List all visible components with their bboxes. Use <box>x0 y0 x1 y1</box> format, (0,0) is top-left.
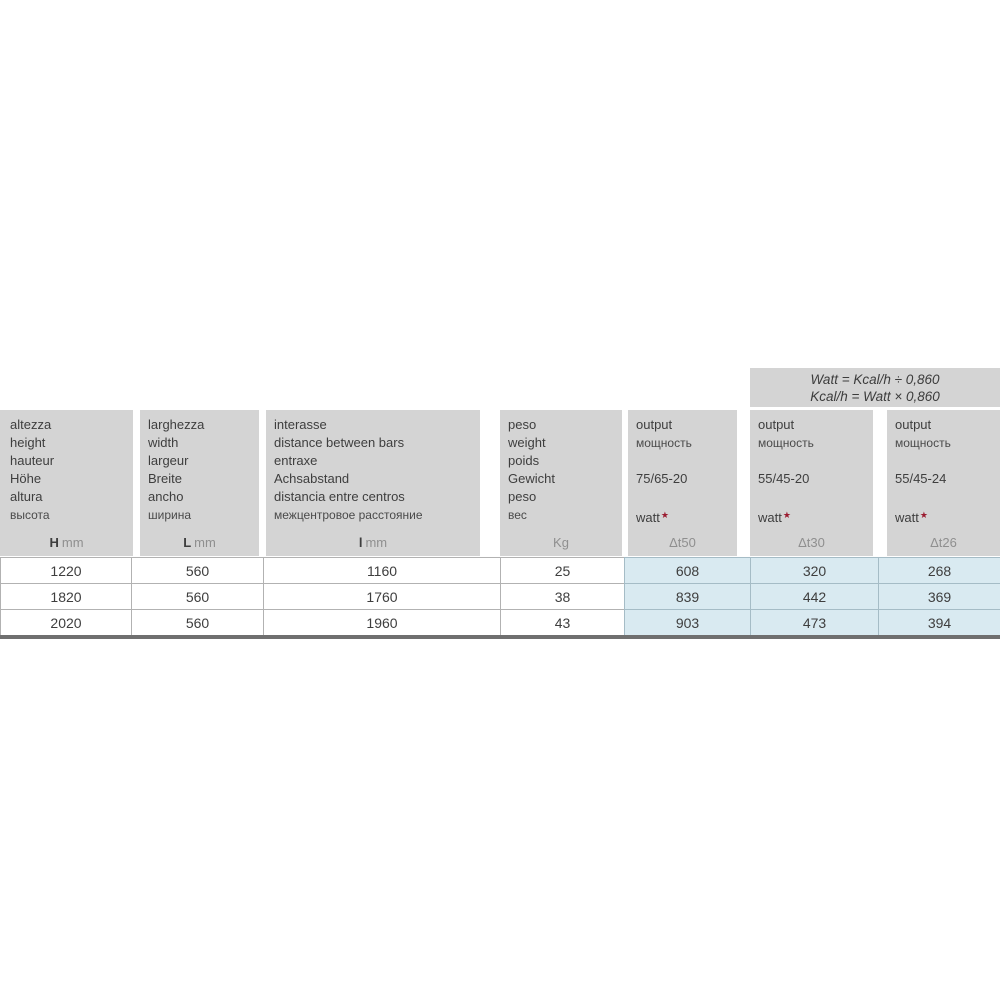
cell-output-dt26: 268 <box>878 557 1000 583</box>
label-entraxe: entraxe <box>274 453 318 468</box>
unit-kg-text: Kg <box>553 535 569 550</box>
unit-mm: mm <box>61 535 84 550</box>
star-icon: ★ <box>919 510 928 520</box>
unit-dt50-text: Δt50 <box>669 535 696 550</box>
table-bottom-rule <box>0 635 1000 639</box>
label-peso-es: peso <box>508 489 537 504</box>
label-altezza: altezza <box>10 417 52 432</box>
label-height: height <box>10 435 46 450</box>
cell-width: 560 <box>131 583 263 609</box>
watt-text: watt <box>636 510 660 525</box>
cell-height: 2020 <box>0 609 131 635</box>
conversion-note <box>750 368 1000 407</box>
cell-output-dt30: 320 <box>750 557 878 583</box>
label-achsabstand: Achsabstand <box>274 471 350 486</box>
unit-l-mm <box>140 534 259 552</box>
unit-dt30-text: Δt30 <box>798 535 825 550</box>
cell-output-dt50: 903 <box>624 609 750 635</box>
label-altura: altura <box>10 489 43 504</box>
cell-distance: 1960 <box>263 609 500 635</box>
unit-mm: mm <box>194 535 216 550</box>
label-width: width <box>148 435 179 450</box>
header-cell-width <box>140 410 259 556</box>
label-mezhcentrovoe-rasstoyanie: межцентровое расстояние <box>274 508 423 522</box>
label-larghezza: larghezza <box>148 417 205 432</box>
label-watt <box>758 506 871 527</box>
label-hauteur: hauteur <box>10 453 55 468</box>
unit-h-mm <box>0 534 133 552</box>
label-watt <box>636 506 735 527</box>
label-ves: вес <box>508 508 527 522</box>
cell-output-dt50: 839 <box>624 583 750 609</box>
label-interasse: interasse <box>274 417 327 432</box>
cell-output-dt26: 369 <box>878 583 1000 609</box>
unit-i-mm <box>266 534 480 552</box>
unit-dt30 <box>750 534 873 552</box>
cell-output-dt50: 608 <box>624 557 750 583</box>
cell-weight: 43 <box>500 609 624 635</box>
label-output: output <box>636 417 673 432</box>
label-poids: poids <box>508 453 540 468</box>
watt-text: watt <box>758 510 782 525</box>
label-moshchnost: мощность <box>636 436 692 450</box>
header-cell-output-dt26 <box>887 410 1000 556</box>
label-moshchnost: мощность <box>758 436 814 450</box>
unit-dt50 <box>628 534 737 552</box>
label-ancho: ancho <box>148 489 184 504</box>
header-cell-output-dt50 <box>628 410 737 556</box>
header-cell-height <box>0 410 133 556</box>
cell-height: 1820 <box>0 583 131 609</box>
label-output: output <box>758 417 795 432</box>
label-peso: peso <box>508 417 537 432</box>
unit-kg <box>500 534 622 552</box>
cell-distance: 1160 <box>263 557 500 583</box>
table-row <box>0 583 1000 609</box>
label-shirina: ширина <box>148 508 192 522</box>
cell-output-dt30: 442 <box>750 583 878 609</box>
watt-text: watt <box>895 510 919 525</box>
label-hoehe: Höhe <box>10 471 42 486</box>
star-icon: ★ <box>782 510 791 520</box>
spec-table <box>0 557 1000 635</box>
unit-symbol-i: l <box>358 535 363 550</box>
label-regime-75-65-20: 75/65-20 <box>636 471 688 486</box>
unit-dt26 <box>887 534 1000 552</box>
label-moshchnost: мощность <box>895 436 951 450</box>
unit-symbol-l: L <box>183 535 192 550</box>
cell-output-dt30: 473 <box>750 609 878 635</box>
label-gewicht: Gewicht <box>508 471 555 486</box>
star-icon: ★ <box>660 510 669 520</box>
cell-distance: 1760 <box>263 583 500 609</box>
label-largeur: largeur <box>148 453 189 468</box>
label-regime-55-45-24: 55/45-24 <box>895 471 947 486</box>
label-weight: weight <box>508 435 546 450</box>
table-row <box>0 557 1000 583</box>
label-distance-between-bars: distance between bars <box>274 435 405 450</box>
unit-dt26-text: Δt26 <box>930 535 957 550</box>
header-cell-output-dt30 <box>750 410 873 556</box>
label-regime-55-45-20: 55/45-20 <box>758 471 810 486</box>
label-distancia-entre-centros: distancia entre centros <box>274 489 405 504</box>
cell-weight: 38 <box>500 583 624 609</box>
header-cell-weight <box>500 410 622 556</box>
label-watt <box>895 506 998 527</box>
cell-weight: 25 <box>500 557 624 583</box>
label-output: output <box>895 417 932 432</box>
unit-symbol-h: H <box>49 535 59 550</box>
cell-width: 560 <box>131 609 263 635</box>
table-row <box>0 609 1000 635</box>
cell-output-dt26: 394 <box>878 609 1000 635</box>
header-cell-distance <box>266 410 480 556</box>
unit-mm: mm <box>365 535 388 550</box>
cell-width: 560 <box>131 557 263 583</box>
conversion-note-line1: Watt = Kcal/h ÷ 0,860 <box>810 371 940 387</box>
label-breite: Breite <box>148 471 182 486</box>
cell-height: 1220 <box>0 557 131 583</box>
label-vysota: высота <box>10 508 50 522</box>
conversion-note-line2: Kcal/h = Watt × 0,860 <box>810 388 940 404</box>
